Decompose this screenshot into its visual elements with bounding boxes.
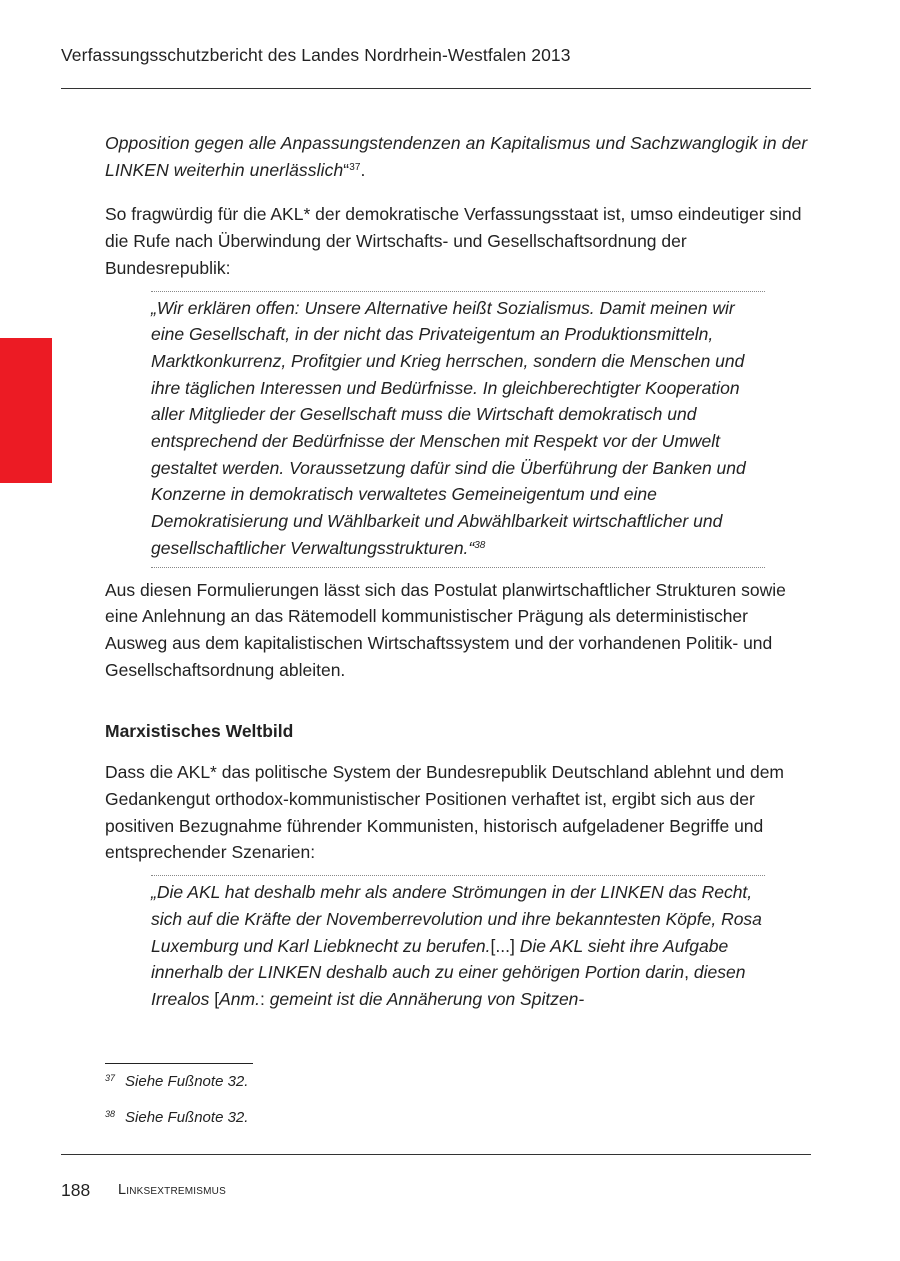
footer-section-label: Linksextremismus xyxy=(118,1182,226,1198)
running-header: Verfassungsschutzbericht des Landes Nordrhein-Westfalen 2013 xyxy=(61,45,571,65)
block-quote xyxy=(151,291,765,568)
footnote-38: $^{38}$ Siehe Fußnote 32. xyxy=(105,1109,249,1126)
footnote-rule xyxy=(105,1063,253,1064)
lead-paragraph: Opposition gegen alle Anpassungstendenzen an Kapitalismus und Sachzwanglogik in der LINKEN weiterhin unerlässlich“$^{37}$. xyxy=(105,133,808,180)
quote-text: „Die AKL hat deshalb mehr als andere Strömungen in der LINKEN das Recht, sich auf die Kräfte der Novemberrevolution und ihre bekanntesten Köpfe, Rosa Luxemburg und Karl Liebknecht zu berufen.[...] Die AKL sieht ihre Aufgabe innerhalb der LINKEN deshalb auch zu einer gehörigen Portion darin, diesen Irrealos [Anm.: gemeint ist die Annäherung von Spitzen- xyxy=(151,882,762,1009)
body-paragraph: Aus diesen Formulierungen lässt sich das Postulat planwirtschaftlicher Strukturen sowie eine Anlehnung an das Rätemodell kommunistischer Prägung als deterministischer Ausweg aus dem kapitalistischen Wirtschaftssystem und der vorhandenen Politik- und Gesellschaftsordnung ableiten. xyxy=(105,579,786,680)
footnote-37: $^{37}$ Siehe Fußnote 32. xyxy=(105,1073,249,1090)
main-content xyxy=(105,130,810,1013)
footnote-ref-37[interactable]: 37 xyxy=(349,161,361,173)
footer-rule xyxy=(61,1154,811,1155)
body-paragraph: Dass die AKL* das politische System der Bundesrepublik Deutschland ablehnt und dem Gedankengut orthodox-kommunistischer Positionen verhaftet ist, ergibt sich aus der positiven Bezugnahme führender Kommunisten, historisch aufgeladener Begriffe und entsprechender Szenarien: xyxy=(105,762,785,863)
body-paragraph: So fragwürdig für die AKL* der demokratische Verfassungsstaat ist, umso eindeutiger sind die Rufe nach Überwindung der Wirtschafts- und Gesellschaftsordnung der Bundesrepublik: xyxy=(105,204,802,278)
chapter-marker-tab xyxy=(0,338,52,483)
page-number: 188 xyxy=(61,1180,91,1200)
header-rule xyxy=(61,88,811,89)
quote-text: „Wir erklären offen: Unsere Alternative heißt Sozialismus. Damit meinen wir eine Gesellschaft, in der nicht das Privateigentum an Produktionsmitteln, Marktkonkurrenz, Profitgier und Krieg herrschen, sondern die Menschen und ihre täglichen Interessen und Bedürfnisse. In gleichberechtigter Kooperation aller Mitglieder der Gesellschaft muss die Wirtschaft demokratisch und entsprechend der Bedürfnisse der Menschen mit Respekt vor der Umwelt gestaltet werden. Voraussetzung dafür sind die Überführung der Banken und Konzerne in demokratisch verwaltetes Gemeineigentum und eine Demokratisierung und Wählbarkeit und Abwählbarkeit wirtschaftlicher und gesellschaftlicher Verwaltungsstrukturen.“$^{38}$ xyxy=(151,297,746,558)
footnote-ref-38[interactable]: 38 xyxy=(474,539,486,551)
block-quote xyxy=(151,875,765,1013)
section-heading: Marxistisches Weltbild xyxy=(105,721,294,742)
